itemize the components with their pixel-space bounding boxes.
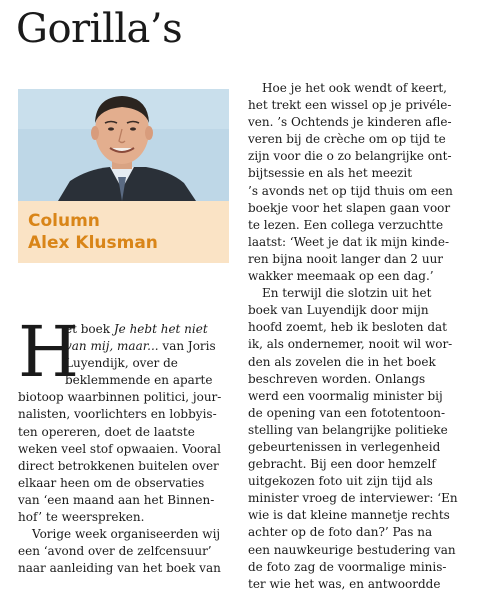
text-line: et boek Je hebt het niet	[65, 322, 208, 336]
column-byline-box	[18, 201, 229, 263]
text-line: En terwijl die slotzin uit het	[262, 286, 432, 301]
text-line: ven. ’s Ochtends je kinderen afle-	[248, 115, 452, 130]
text-line: het trekt een wissel op je privéle-	[248, 98, 452, 113]
column-label: Column	[28, 211, 100, 231]
text-line: veren bij de crèche om op tijd te	[248, 132, 446, 147]
text-line: werd een voormalig minister bij	[248, 388, 443, 403]
text-line: boek van Luyendijk door mijn	[248, 303, 429, 318]
text-line: zijn voor die o zo belangrijke ont-	[248, 149, 452, 164]
text-line: te lezen. Een collega verzuchtte	[248, 217, 444, 232]
text-line: van mij, maar... van Joris	[65, 339, 216, 354]
text-line: gebracht. Bij een door hemzelf	[248, 457, 436, 472]
author-name: Alex Klusman	[28, 233, 158, 253]
drop-cap: H	[18, 311, 80, 393]
text-line: achter op de foto dan?’ Pas na	[248, 525, 433, 540]
text-line: den als zovelen die in het boek	[248, 354, 436, 369]
text-line: laatst: ‘Weet je dat ik mijn kinde-	[248, 234, 450, 249]
text-line: Hoe je het ook wendt of keert,	[262, 81, 447, 95]
text-line: wakker meemaak op een dag.’	[248, 269, 434, 284]
text-line: ren bijna nooit langer dan 2 uur	[248, 251, 444, 266]
author-photo	[18, 89, 229, 201]
text-line: wie is dat kleine mannetje rechts	[248, 508, 450, 523]
text-line: naar aanleiding van het boek van	[18, 561, 221, 576]
text-line: uitgekozen foto uit zijn tijd als	[248, 474, 433, 489]
left-text-column	[18, 311, 230, 577]
text-line: beschreven worden. Onlangs	[248, 371, 426, 386]
text-line: hof’ te weerspreken.	[18, 510, 145, 525]
text-line: beklemmende en aparte	[65, 373, 213, 388]
text-line: ter wie het was, en antwoordde	[248, 576, 441, 591]
author-portrait-image	[18, 89, 229, 201]
text-line: een ‘avond over de zelfcensuur’	[18, 544, 212, 559]
text-line: weken veel stof opwaaien. Vooral	[18, 441, 221, 456]
text-line: van ‘een maand aan het Binnen-	[18, 492, 215, 507]
text-line: nalisten, voorlichters en lobbyis-	[18, 407, 217, 422]
text-line: bijtsessie en als het meezit	[248, 166, 413, 181]
text-line: minister vroeg de interviewer: ‘En	[248, 491, 458, 506]
headline: Gorilla’s	[16, 6, 183, 52]
text-line: ten opereren, doet de laatste	[18, 424, 195, 439]
text-line: Vorige week organiseerden wij	[32, 527, 221, 542]
text-line: de foto zag de voormalige minis-	[248, 559, 447, 574]
text-line: de opening van een fototentoon-	[248, 405, 446, 420]
text-line: ik, als ondernemer, nooit wil wor-	[248, 337, 453, 352]
text-line: direct betrokkenen buitelen over	[18, 458, 219, 473]
text-line: gebeurtenissen in verlegenheid	[248, 439, 441, 454]
right-text-column	[248, 80, 460, 593]
text-line: elkaar heen om de observaties	[18, 475, 205, 490]
text-line: stelling van belangrijke politieke	[248, 422, 448, 437]
text-line: boekje voor het slapen gaan voor	[248, 200, 451, 215]
text-line: ’s avonds net op tijd thuis om een	[248, 183, 453, 198]
text-line: een nauwkeurige bestudering van	[248, 542, 456, 557]
text-line: Luyendijk, over de	[65, 356, 178, 371]
text-line: biotoop waarbinnen politici, jour-	[18, 390, 222, 405]
text-line: hoofd zoemt, heb ik besloten dat	[248, 320, 447, 335]
